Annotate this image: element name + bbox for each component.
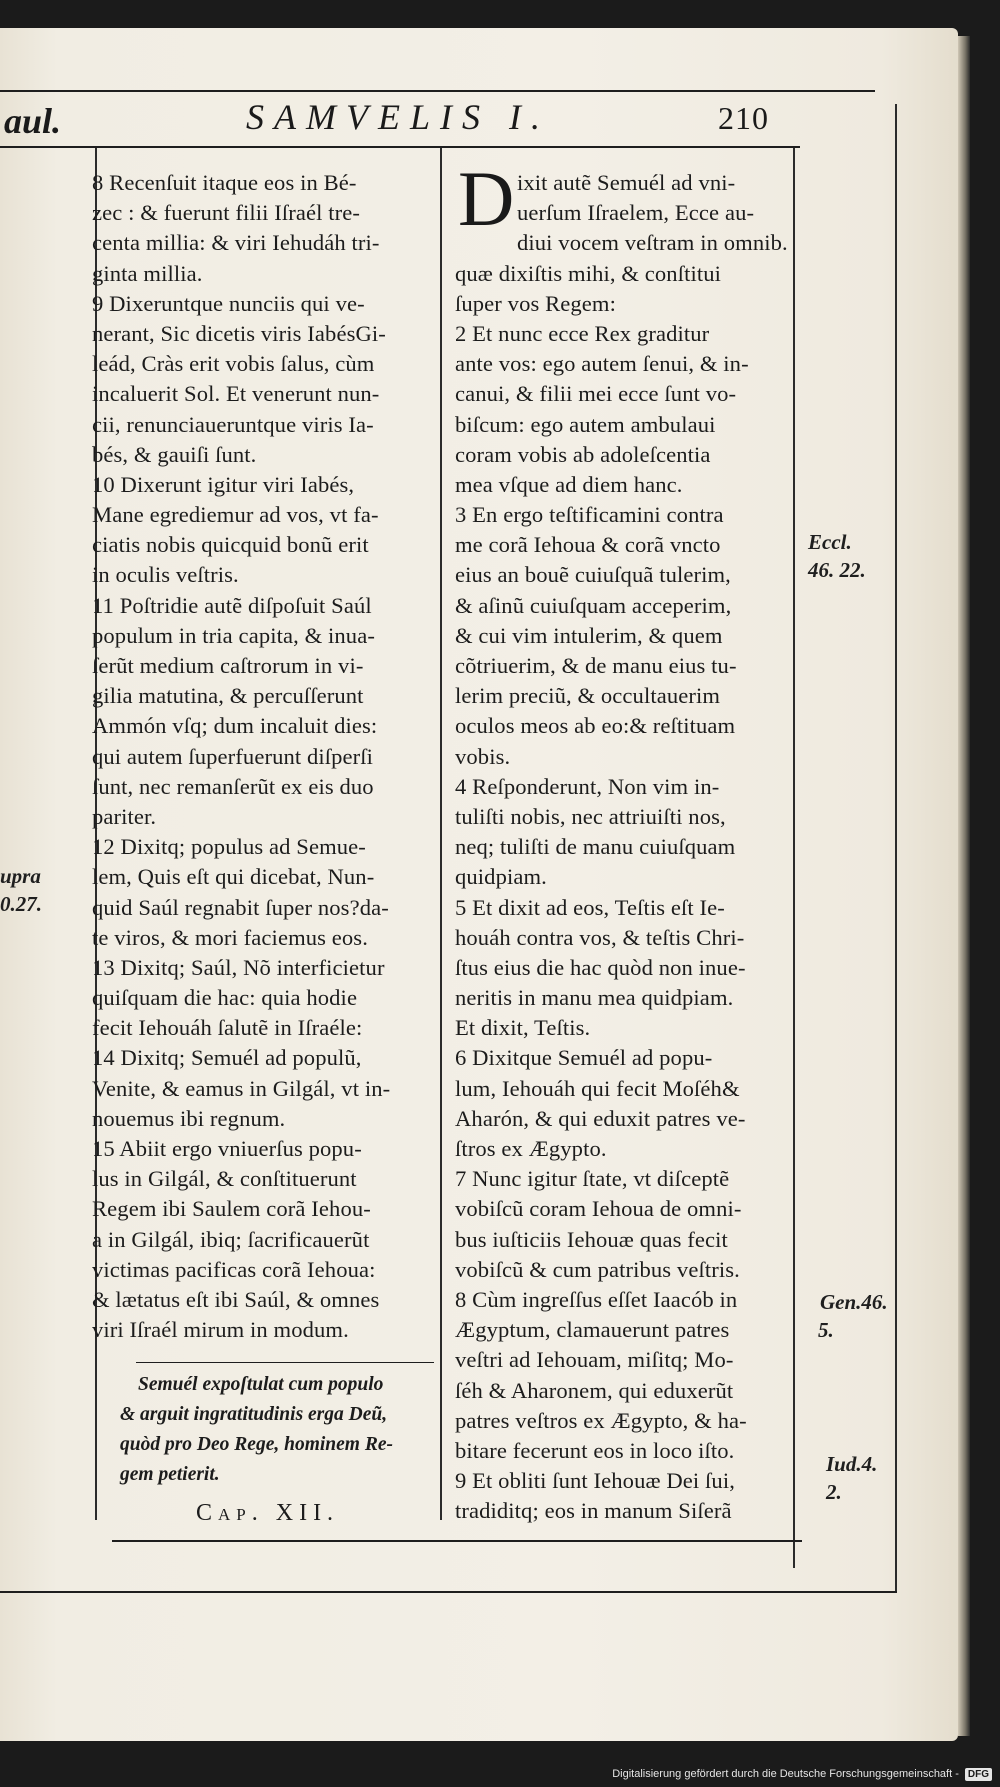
text-line: a in Gilgál, ibiq; ſacrificauerũt xyxy=(92,1226,370,1252)
margin-note-line: Gen.46. xyxy=(820,1290,888,1314)
text-line: nerant, Sic dicetis viris IabésGi- xyxy=(92,320,386,346)
footer-rule xyxy=(112,1540,802,1542)
running-title: SAMVELIS I. xyxy=(246,97,550,137)
text-line: vobis. xyxy=(455,743,511,769)
text-line: nouemus ibi regnum. xyxy=(92,1105,286,1131)
text-line: 8 Recenſuit itaque eos in Bé- xyxy=(92,170,357,195)
text-line: vobiſcũ & cum patribus veſtris. xyxy=(455,1256,740,1282)
text-line: bés, & gauiſi ſunt. xyxy=(92,441,257,467)
summary-rule xyxy=(136,1362,434,1363)
margin-note-line: Iud.4. xyxy=(826,1452,878,1476)
page-number: 210 xyxy=(718,100,769,136)
text-line: 3 En ergo teſtificamini contra xyxy=(455,502,724,528)
text-line: quiſquam die hac: quia hodie xyxy=(92,985,358,1011)
text-line: & cui vim intulerim, & quem xyxy=(455,622,723,648)
dfg-logo: DFG xyxy=(965,1768,992,1781)
left-column-text xyxy=(92,168,390,1345)
text-line: houáh contra vos, & teſtis Chri- xyxy=(455,924,745,950)
text-line: 2 Et nunc ecce Rex graditur xyxy=(455,320,710,346)
margin-note-line: 46. 22. xyxy=(808,558,866,582)
center-column-rule xyxy=(440,148,442,1520)
text-line: quidpiam. xyxy=(455,864,547,890)
summary-line: quòd pro Deo Rege, hominem Re- xyxy=(120,1434,393,1455)
text-line: Ammón vſq; dum incaluit dies: xyxy=(92,713,378,739)
text-line: incaluerit Sol. Et venerunt nun- xyxy=(92,381,380,407)
text-line: veſtri ad Iehouam, miſitq; Mo- xyxy=(455,1347,734,1373)
text-line: 10 Dixerunt igitur viri Iabés, xyxy=(92,471,355,497)
text-line: coram vobis ab adoleſcentia xyxy=(455,441,711,467)
text-line: me corã Iehoua & corã vncto xyxy=(455,532,721,558)
margin-note-line: Eccl. xyxy=(808,530,852,554)
text-line: in oculis veſtris. xyxy=(92,562,239,588)
text-line: fecit Iehouáh ſalutẽ in Iſraéle: xyxy=(92,1015,363,1041)
text-line: leád, Cràs erit vobis ſalus, cùm xyxy=(92,351,375,377)
page-edge xyxy=(958,36,970,1736)
text-line: qui autem ſuperfuerunt diſperſi xyxy=(92,743,374,769)
text-line: 6 Dixitque Semuél ad popu- xyxy=(455,1045,713,1071)
text-line: cii, renunciaueruntque viris Ia- xyxy=(92,411,374,437)
text-line: mea vſque ad diem hanc. xyxy=(455,471,683,497)
text-line: gilia matutina, & percuſſerunt xyxy=(92,683,364,709)
header-top-rule xyxy=(0,90,875,92)
text-line: vobiſcũ coram Iehoua de omni- xyxy=(455,1196,742,1222)
text-line: 12 Dixitq; populus ad Semue- xyxy=(92,834,366,860)
text-line: diui vocem veſtram in omnib. xyxy=(517,230,788,256)
text-line: 9 Dixeruntque nunciis qui ve- xyxy=(92,290,365,316)
text-line: canui, & filii mei ecce ſunt vo- xyxy=(455,381,737,407)
text-line: 15 Abiit ergo vniuerſus popu- xyxy=(92,1136,362,1161)
text-line: ginta millia. xyxy=(92,260,203,286)
text-line: 11 Poſtridie autẽ diſpoſuit Saúl xyxy=(92,592,372,618)
text-line: neq; tuliſti de manu cuiuſquam xyxy=(455,834,736,860)
text-line: 4 Reſponderunt, Non vim in- xyxy=(455,773,720,799)
text-line: uerſum Iſraelem, Ecce au- xyxy=(517,200,755,226)
text-line: te viros, & mori faciemus eos. xyxy=(92,924,368,950)
summary-line: Semuél expoſtulat cum populo xyxy=(138,1374,384,1395)
text-line: lus in Gilgál, & conſtituerunt xyxy=(92,1166,357,1192)
digitization-footer xyxy=(612,1763,992,1785)
text-line: 7 Nunc igitur ſtate, vt diſceptẽ xyxy=(455,1166,730,1192)
text-line: 5 Et dixit ad eos, Teſtis eſt Ie- xyxy=(455,894,725,920)
text-line: ſuper vos Regem: xyxy=(455,290,616,316)
margin-note-line: 5. xyxy=(818,1318,834,1342)
text-line: & aſinũ cuiuſquam acceperim, xyxy=(455,592,732,618)
text-line: ſerũt medium caſtrorum in vi- xyxy=(92,653,364,678)
margin-note-line: 2. xyxy=(826,1480,842,1504)
text-line: centa millia: & viri Iehudáh tri- xyxy=(92,230,380,256)
margin-note-eccl xyxy=(808,528,866,584)
text-line: patres veſtros ex Ægypto, & ha- xyxy=(455,1407,747,1433)
text-line: pariter. xyxy=(92,803,157,829)
margin-note-gen xyxy=(820,1288,888,1344)
header-bottom-rule xyxy=(0,146,800,148)
chapter-summary xyxy=(120,1370,450,1490)
chapter-heading: Cap. XII. xyxy=(196,1500,340,1526)
text-line: eius an bouẽ cuiuſquã tulerim, xyxy=(455,562,731,588)
margin-note-line: 0.27. xyxy=(0,892,42,916)
margin-note-iud xyxy=(826,1450,877,1506)
text-line: ſtros ex Ægypto. xyxy=(455,1136,607,1161)
footer-text: Digitalisierung gefördert durch die Deutsche Forschungsgemeinschaft - xyxy=(612,1768,959,1780)
text-line: quæ dixiſtis mihi, & conſtitui xyxy=(455,260,721,286)
text-line: quid Saúl regnabit ſuper nos?da- xyxy=(92,894,389,920)
drop-cap: D xyxy=(458,155,515,242)
header-left-fragment: aul. xyxy=(4,101,62,141)
text-line: ixit autẽ Semuél ad vni- xyxy=(517,170,736,195)
text-line: & lætatus eſt ibi Saúl, & omnes xyxy=(92,1286,380,1312)
text-line: zec : & fuerunt filii Iſraél tre- xyxy=(92,200,361,226)
text-line: lum, Iehouáh qui fecit Moſéh& xyxy=(455,1075,740,1101)
margin-note-left xyxy=(0,862,42,918)
right-column-rule xyxy=(793,148,795,1568)
margin-note-line: upra xyxy=(0,864,41,888)
text-line: ſunt, nec remanſerũt ex eis duo xyxy=(92,773,374,799)
summary-line: gem petierit. xyxy=(120,1464,220,1485)
text-line: ante vos: ego autem ſenui, & in- xyxy=(455,351,749,377)
text-line: viri Iſraél mirum in modum. xyxy=(92,1317,349,1343)
text-line: 9 Et obliti ſunt Iehouæ Dei ſui, xyxy=(455,1468,735,1494)
text-line: 13 Dixitq; Saúl, Nõ interficietur xyxy=(92,954,385,980)
text-line: bus iuſticiis Iehouæ quas fecit xyxy=(455,1226,728,1252)
text-line: Ægyptum, clamauerunt patres xyxy=(455,1317,730,1343)
text-line: biſcum: ego autem ambulaui xyxy=(455,411,716,437)
right-column-text xyxy=(455,168,788,1526)
text-line: Mane egrediemur ad vos, vt fa- xyxy=(92,502,379,528)
text-line: Aharón, & qui eduxit patres ve- xyxy=(455,1105,746,1131)
text-line: 14 Dixitq; Semuél ad populũ, xyxy=(92,1045,362,1071)
page-bottom-rule xyxy=(0,1591,897,1593)
text-line: ciatis nobis quicquid bonũ erit xyxy=(92,532,369,558)
text-line: cõtriuerim, & de manu eius tu- xyxy=(455,653,737,678)
text-line: oculos meos ab eo:& reſtituam xyxy=(455,713,736,739)
text-line: victimas pacificas corã Iehoua: xyxy=(92,1256,376,1282)
text-line: populum in tria capita, & inua- xyxy=(92,622,375,648)
text-line: bitare fecerunt eos in loco iſto. xyxy=(455,1437,735,1463)
summary-line: & arguit ingratitudinis erga Deũ, xyxy=(120,1404,388,1425)
text-line: neritis in manu mea quidpiam. xyxy=(455,985,734,1011)
text-line: Regem ibi Saulem corã Iehou- xyxy=(92,1196,371,1222)
text-line: 8 Cùm ingreſſus eſſet Iaacób in xyxy=(455,1286,738,1312)
text-line: ſéh & Aharonem, qui eduxerũt xyxy=(455,1377,734,1403)
text-line: ſtus eius die hac quòd non inue- xyxy=(455,954,746,980)
outer-frame-rule xyxy=(895,104,897,1592)
text-line: Et dixit, Teſtis. xyxy=(455,1015,591,1041)
text-line: Venite, & eamus in Gilgál, vt in- xyxy=(92,1075,391,1101)
text-line: tuliſti nobis, nec attriuiſti nos, xyxy=(455,803,726,829)
text-line: lerim preciũ, & occultauerim xyxy=(455,683,721,709)
text-line: lem, Quis eſt qui dicebat, Nun- xyxy=(92,864,375,890)
text-line: tradiditq; eos in manum Siſerã xyxy=(455,1498,732,1524)
